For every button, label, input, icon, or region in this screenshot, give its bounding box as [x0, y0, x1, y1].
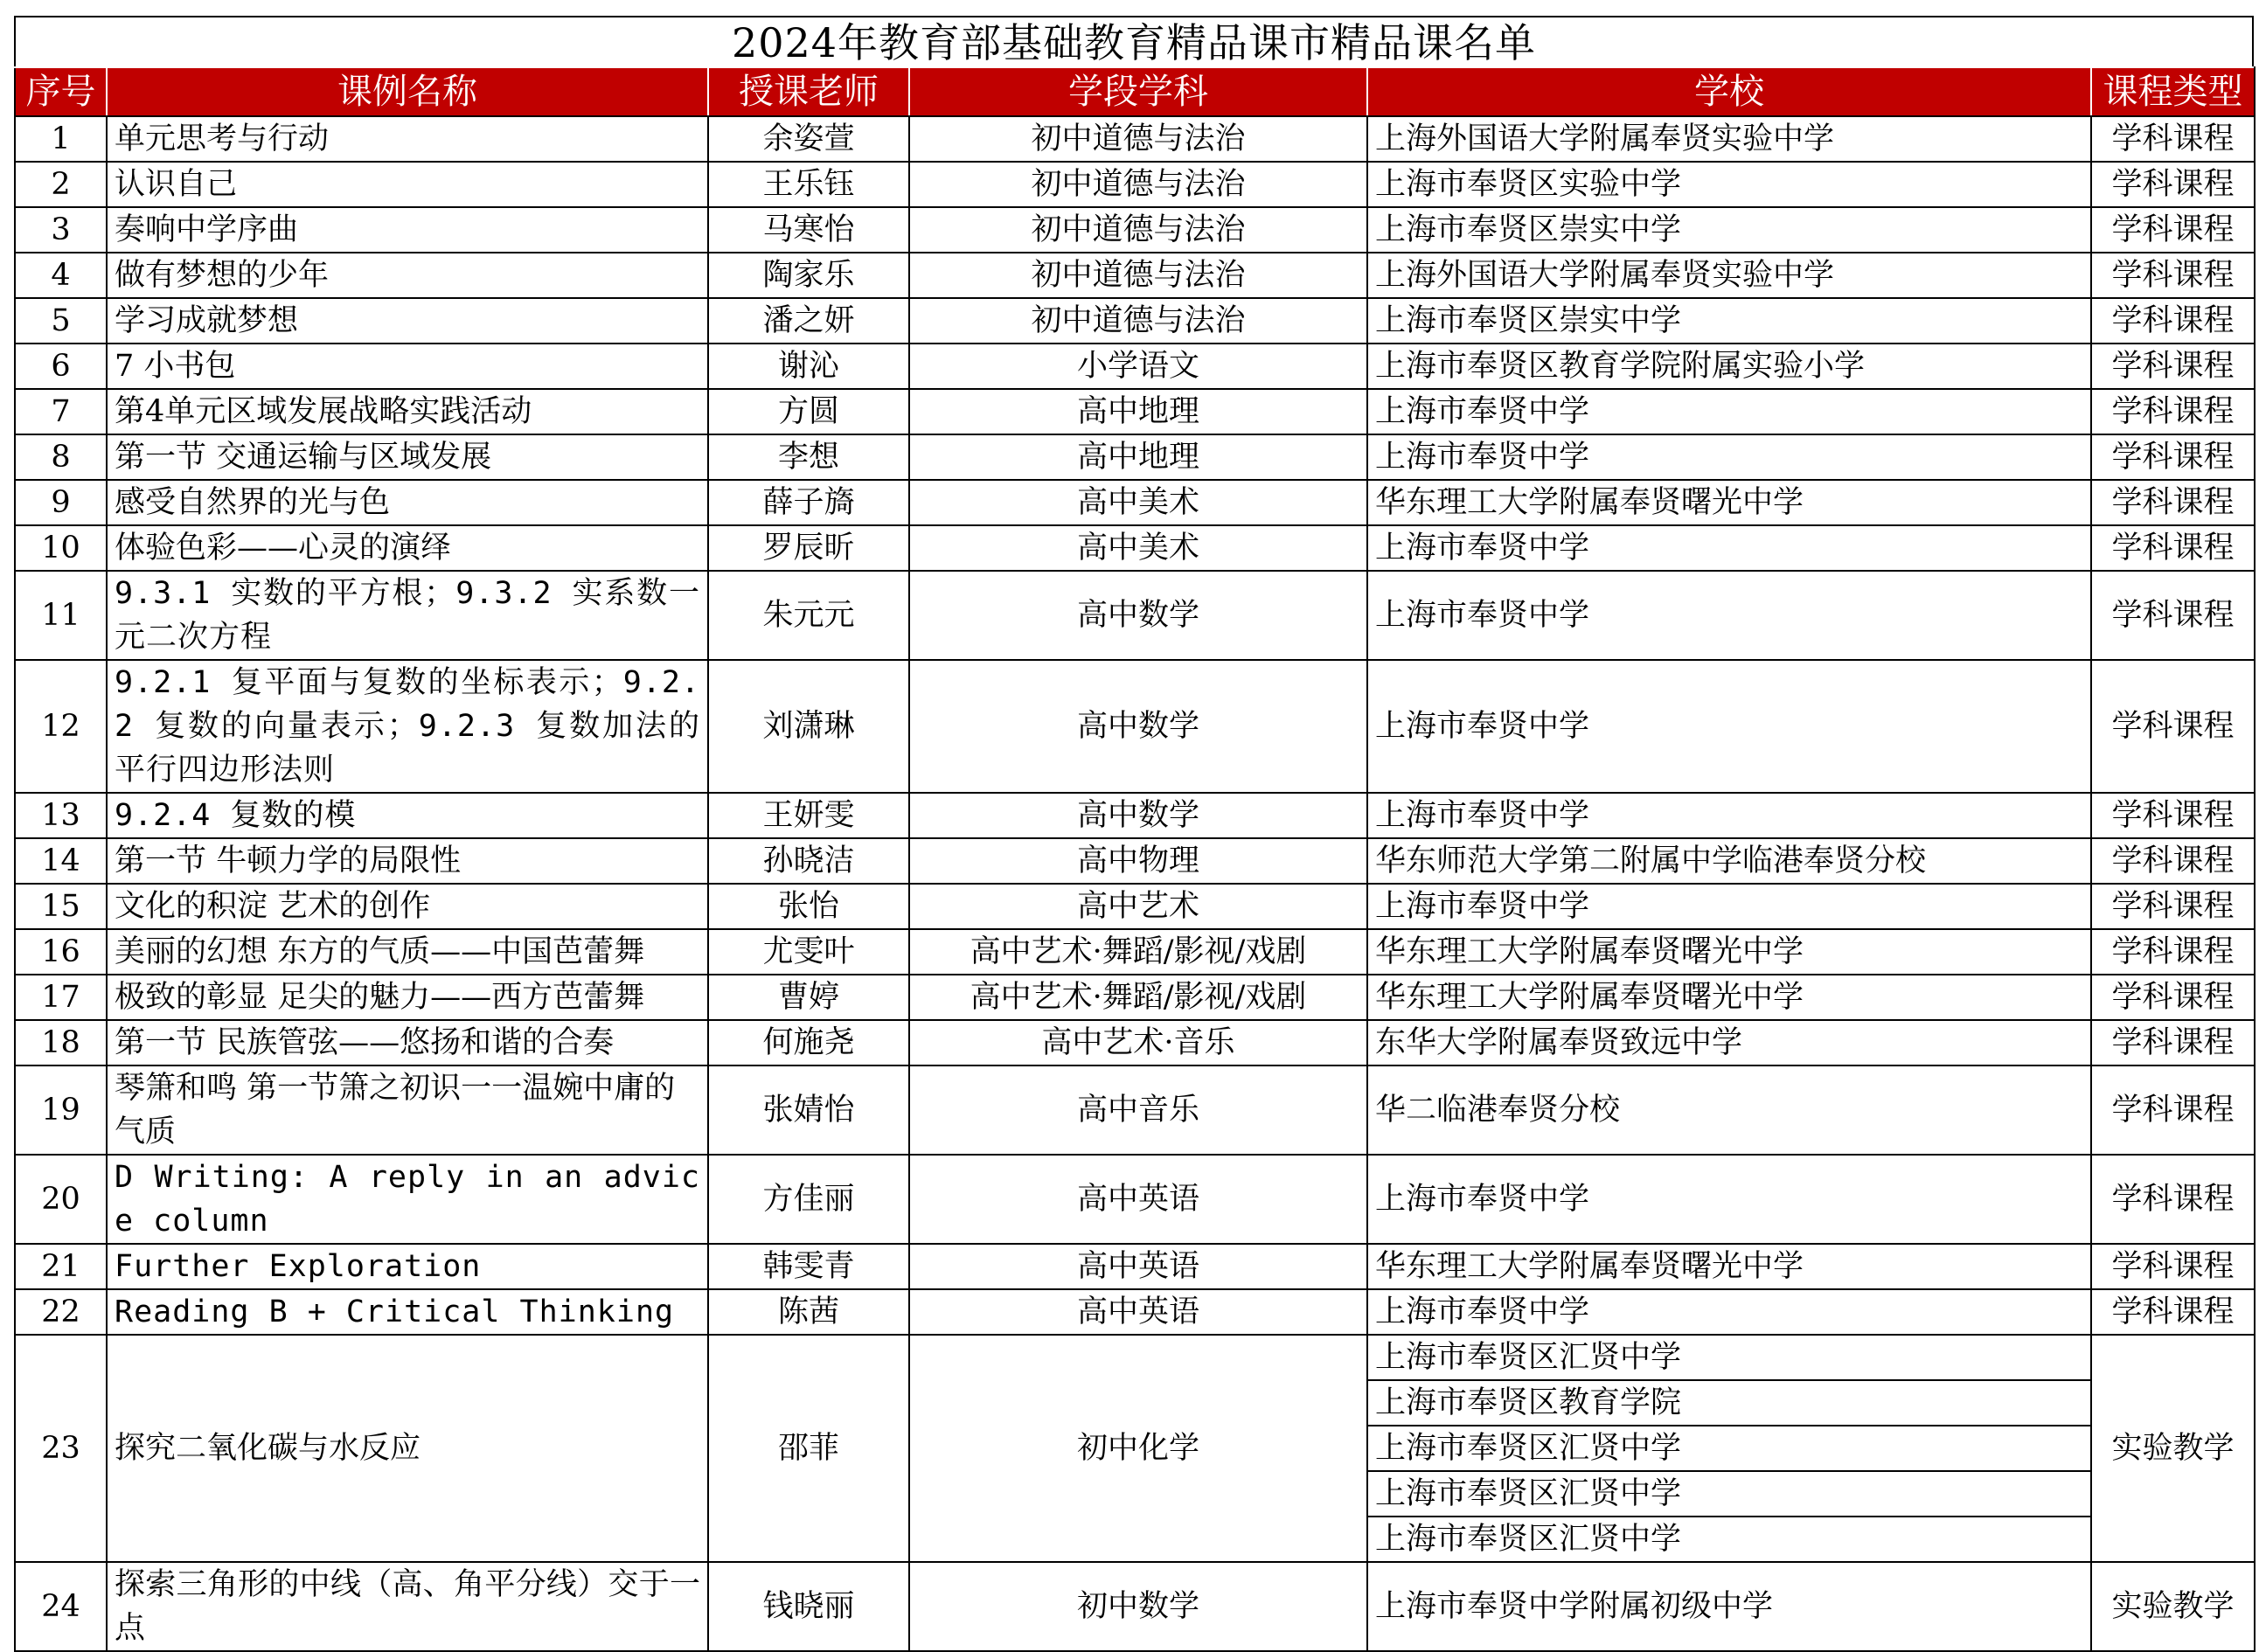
cell-type[interactable]: 学科课程: [2091, 1065, 2255, 1155]
table-row: [15, 1020, 2255, 1065]
table-row: [15, 253, 2255, 298]
cell-no[interactable]: 17: [15, 975, 107, 1020]
cell-school[interactable]: 东华大学附属奉贤致远中学: [1367, 1020, 2091, 1065]
cell-school[interactable]: 上海市奉贤区汇贤中学: [1367, 1426, 2091, 1471]
cell-lesson[interactable]: 9.2.4 复数的模: [107, 793, 708, 838]
cell-teacher[interactable]: 李想: [708, 434, 909, 480]
cell-type[interactable]: 学科课程: [2091, 207, 2255, 253]
spreadsheet: [14, 16, 2254, 1652]
table-row: [15, 838, 2255, 884]
cell-subject[interactable]: 初中道德与法治: [909, 253, 1367, 298]
cell-subject[interactable]: 高中数学: [909, 571, 1367, 660]
cell-lesson[interactable]: 第一节 民族管弦——悠扬和谐的合奏: [107, 1020, 708, 1065]
cell-teacher[interactable]: 方佳丽: [708, 1155, 909, 1244]
cell-lesson[interactable]: 美丽的幻想 东方的气质——中国芭蕾舞: [107, 929, 708, 975]
header-school[interactable]: 学校: [1367, 67, 2091, 116]
table-row: [15, 389, 2255, 434]
cell-type[interactable]: 实验教学: [2091, 1335, 2255, 1562]
table-row: [15, 480, 2255, 525]
cell-no[interactable]: 16: [15, 929, 107, 975]
cell-school[interactable]: 上海市奉贤区教育学院: [1367, 1380, 2091, 1426]
cell-no[interactable]: 13: [15, 793, 107, 838]
table-row: [15, 434, 2255, 480]
cell-no[interactable]: 6: [15, 344, 107, 389]
cell-teacher[interactable]: 余姿萱: [708, 116, 909, 162]
cell-no[interactable]: 14: [15, 838, 107, 884]
cell-lesson[interactable]: 第一节 交通运输与区域发展: [107, 434, 708, 480]
cell-type[interactable]: 学科课程: [2091, 929, 2255, 975]
cell-teacher[interactable]: 薛子旖: [708, 480, 909, 525]
cell-teacher[interactable]: 潘之妍: [708, 298, 909, 344]
cell-school[interactable]: 华二临港奉贤分校: [1367, 1065, 2091, 1155]
table-row: [15, 1065, 2255, 1155]
cell-subject[interactable]: 高中艺术·音乐: [909, 1020, 1367, 1065]
cell-lesson[interactable]: Further Exploration: [107, 1244, 708, 1289]
cell-school[interactable]: 华东师范大学第二附属中学临港奉贤分校: [1367, 838, 2091, 884]
cell-subject[interactable]: 高中英语: [909, 1289, 1367, 1335]
cell-lesson[interactable]: D Writing: A reply in an advice column: [107, 1155, 708, 1244]
cell-no[interactable]: 3: [15, 207, 107, 253]
cell-school[interactable]: 上海市奉贤区崇实中学: [1367, 207, 2091, 253]
table-row: [15, 298, 2255, 344]
header-type[interactable]: 课程类型: [2091, 67, 2255, 116]
header-row: [15, 67, 2255, 116]
cell-school[interactable]: 华东理工大学附属奉贤曙光中学: [1367, 480, 2091, 525]
cell-teacher[interactable]: 张婧怡: [708, 1065, 909, 1155]
cell-school[interactable]: 上海市奉贤区教育学院附属实验小学: [1367, 344, 2091, 389]
cell-type[interactable]: 学科课程: [2091, 1155, 2255, 1244]
cell-no[interactable]: 23: [15, 1335, 107, 1562]
cell-type[interactable]: 学科课程: [2091, 525, 2255, 571]
cell-teacher[interactable]: 陶家乐: [708, 253, 909, 298]
cell-teacher[interactable]: 王妍雯: [708, 793, 909, 838]
cell-school[interactable]: 上海市奉贤区崇实中学: [1367, 298, 2091, 344]
cell-subject[interactable]: 高中地理: [909, 434, 1367, 480]
cell-school[interactable]: 华东理工大学附属奉贤曙光中学: [1367, 975, 2091, 1020]
table-row: [15, 571, 2255, 660]
cell-lesson[interactable]: 第4单元区域发展战略实践活动: [107, 389, 708, 434]
cell-lesson[interactable]: 认识自己: [107, 162, 708, 207]
cell-type[interactable]: 学科课程: [2091, 434, 2255, 480]
cell-no[interactable]: 9: [15, 480, 107, 525]
cell-subject[interactable]: 高中物理: [909, 838, 1367, 884]
cell-school[interactable]: 上海市奉贤中学: [1367, 389, 2091, 434]
cell-type[interactable]: 学科课程: [2091, 571, 2255, 660]
cell-lesson[interactable]: 文化的积淀 艺术的创作: [107, 884, 708, 929]
table-row: [15, 1335, 2255, 1380]
cell-school[interactable]: 上海市奉贤中学: [1367, 793, 2091, 838]
cell-subject[interactable]: 小学语文: [909, 344, 1367, 389]
cell-no[interactable]: 21: [15, 1244, 107, 1289]
cell-type[interactable]: 学科课程: [2091, 480, 2255, 525]
table-row: [15, 1289, 2255, 1335]
table-row: [15, 793, 2255, 838]
cell-teacher[interactable]: 方圆: [708, 389, 909, 434]
cell-subject[interactable]: 高中音乐: [909, 1065, 1367, 1155]
cell-teacher[interactable]: 张怡: [708, 884, 909, 929]
cell-no[interactable]: 22: [15, 1289, 107, 1335]
cell-school[interactable]: 华东理工大学附属奉贤曙光中学: [1367, 1244, 2091, 1289]
cell-teacher[interactable]: 刘潇琳: [708, 660, 909, 793]
cell-teacher[interactable]: 何施尧: [708, 1020, 909, 1065]
cell-lesson[interactable]: 学习成就梦想: [107, 298, 708, 344]
header-subject[interactable]: 学段学科: [909, 67, 1367, 116]
table-row: [15, 1244, 2255, 1289]
cell-teacher[interactable]: 陈茜: [708, 1289, 909, 1335]
cell-no[interactable]: 1: [15, 116, 107, 162]
cell-subject[interactable]: 初中化学: [909, 1335, 1367, 1562]
cell-lesson[interactable]: 第一节 牛顿力学的局限性: [107, 838, 708, 884]
cell-type[interactable]: 学科课程: [2091, 884, 2255, 929]
cell-subject[interactable]: 高中数学: [909, 660, 1367, 793]
cell-no[interactable]: 7: [15, 389, 107, 434]
cell-subject[interactable]: 初中道德与法治: [909, 298, 1367, 344]
cell-type[interactable]: 学科课程: [2091, 344, 2255, 389]
cell-no[interactable]: 19: [15, 1065, 107, 1155]
cell-lesson[interactable]: 探索三角形的中线（高、角平分线）交于一点: [107, 1562, 708, 1651]
cell-lesson[interactable]: 琴箫和鸣 第一节箫之初识一一温婉中庸的气质: [107, 1065, 708, 1155]
cell-no[interactable]: 4: [15, 253, 107, 298]
cell-no[interactable]: 20: [15, 1155, 107, 1244]
cell-subject[interactable]: 初中道德与法治: [909, 162, 1367, 207]
cell-teacher[interactable]: 孙晓洁: [708, 838, 909, 884]
cell-type[interactable]: 学科课程: [2091, 838, 2255, 884]
cell-type[interactable]: 学科课程: [2091, 660, 2255, 793]
cell-subject[interactable]: 高中地理: [909, 389, 1367, 434]
cell-lesson[interactable]: 感受自然界的光与色: [107, 480, 708, 525]
cell-teacher[interactable]: 韩雯青: [708, 1244, 909, 1289]
cell-no[interactable]: 12: [15, 660, 107, 793]
table-row: [15, 207, 2255, 253]
cell-lesson[interactable]: 9.3.1 实数的平方根；9.3.2 实系数一元二次方程: [107, 571, 708, 660]
cell-school[interactable]: 上海市奉贤区实验中学: [1367, 162, 2091, 207]
cell-subject[interactable]: 初中道德与法治: [909, 116, 1367, 162]
cell-no[interactable]: 10: [15, 525, 107, 571]
cell-type[interactable]: 学科课程: [2091, 1289, 2255, 1335]
table-row: [15, 1155, 2255, 1244]
cell-type[interactable]: 实验教学: [2091, 1562, 2255, 1651]
cell-no[interactable]: 18: [15, 1020, 107, 1065]
cell-lesson[interactable]: 体验色彩——心灵的演绎: [107, 525, 708, 571]
table-row: [15, 344, 2255, 389]
cell-school[interactable]: 上海市奉贤中学: [1367, 884, 2091, 929]
cell-teacher[interactable]: 尤雯叶: [708, 929, 909, 975]
cell-teacher[interactable]: 罗辰昕: [708, 525, 909, 571]
cell-subject[interactable]: 高中美术: [909, 525, 1367, 571]
cell-teacher[interactable]: 马寒怡: [708, 207, 909, 253]
cell-lesson[interactable]: 9.2.1 复平面与复数的坐标表示；9.2.2 复数的向量表示；9.2.3 复数加法的平行四边形法则: [107, 660, 708, 793]
cell-type[interactable]: 学科课程: [2091, 1020, 2255, 1065]
cell-school[interactable]: 上海市奉贤中学: [1367, 525, 2091, 571]
table-row: [15, 116, 2255, 162]
cell-school[interactable]: 上海市奉贤中学: [1367, 571, 2091, 660]
cell-type[interactable]: 学科课程: [2091, 975, 2255, 1020]
cell-lesson[interactable]: 极致的彰显 足尖的魅力——西方芭蕾舞: [107, 975, 708, 1020]
cell-no[interactable]: 5: [15, 298, 107, 344]
cell-school[interactable]: 上海市奉贤中学附属初级中学: [1367, 1562, 2091, 1651]
cell-type[interactable]: 学科课程: [2091, 298, 2255, 344]
table-row: [15, 525, 2255, 571]
cell-school[interactable]: 上海市奉贤区汇贤中学: [1367, 1471, 2091, 1517]
table-row: [15, 162, 2255, 207]
cell-school[interactable]: 华东理工大学附属奉贤曙光中学: [1367, 929, 2091, 975]
cell-type[interactable]: 学科课程: [2091, 389, 2255, 434]
cell-subject[interactable]: 高中英语: [909, 1155, 1367, 1244]
cell-school[interactable]: 上海市奉贤区汇贤中学: [1367, 1335, 2091, 1380]
cell-school[interactable]: 上海市奉贤中学: [1367, 660, 2091, 793]
cell-lesson[interactable]: 探究二氧化碳与水反应: [107, 1335, 708, 1562]
course-table: [14, 66, 2256, 1652]
cell-school[interactable]: 上海外国语大学附属奉贤实验中学: [1367, 253, 2091, 298]
cell-school[interactable]: 上海市奉贤区汇贤中学: [1367, 1517, 2091, 1562]
table-row: [15, 884, 2255, 929]
cell-type[interactable]: 学科课程: [2091, 162, 2255, 207]
header-lesson[interactable]: 课例名称: [107, 67, 708, 116]
cell-teacher[interactable]: 邵菲: [708, 1335, 909, 1562]
cell-no[interactable]: 24: [15, 1562, 107, 1651]
page-title: 2024年教育部基础教育精品课市精品课名单: [14, 16, 2254, 66]
header-no[interactable]: 序号: [15, 67, 107, 116]
cell-type[interactable]: 学科课程: [2091, 1244, 2255, 1289]
cell-subject[interactable]: 高中英语: [909, 1244, 1367, 1289]
cell-no[interactable]: 15: [15, 884, 107, 929]
cell-no[interactable]: 8: [15, 434, 107, 480]
cell-subject[interactable]: 初中数学: [909, 1562, 1367, 1651]
cell-school[interactable]: 上海市奉贤中学: [1367, 1289, 2091, 1335]
cell-lesson[interactable]: 单元思考与行动: [107, 116, 708, 162]
cell-no[interactable]: 2: [15, 162, 107, 207]
cell-subject[interactable]: 高中艺术·舞蹈/影视/戏剧: [909, 929, 1367, 975]
cell-school[interactable]: 上海市奉贤中学: [1367, 434, 2091, 480]
cell-no[interactable]: 11: [15, 571, 107, 660]
cell-subject[interactable]: 高中数学: [909, 793, 1367, 838]
cell-teacher[interactable]: 钱晓丽: [708, 1562, 909, 1651]
cell-subject[interactable]: 高中艺术·舞蹈/影视/戏剧: [909, 975, 1367, 1020]
cell-subject[interactable]: 高中美术: [909, 480, 1367, 525]
cell-teacher[interactable]: 谢沁: [708, 344, 909, 389]
cell-type[interactable]: 学科课程: [2091, 116, 2255, 162]
cell-subject[interactable]: 高中艺术: [909, 884, 1367, 929]
table-row: [15, 660, 2255, 793]
table-row: [15, 929, 2255, 975]
cell-lesson[interactable]: 7 小书包: [107, 344, 708, 389]
cell-subject[interactable]: 初中道德与法治: [909, 207, 1367, 253]
cell-lesson[interactable]: 奏响中学序曲: [107, 207, 708, 253]
table-row: [15, 975, 2255, 1020]
cell-lesson[interactable]: 做有梦想的少年: [107, 253, 708, 298]
cell-type[interactable]: 学科课程: [2091, 253, 2255, 298]
cell-lesson[interactable]: Reading B + Critical Thinking: [107, 1289, 708, 1335]
cell-school[interactable]: 上海外国语大学附属奉贤实验中学: [1367, 116, 2091, 162]
cell-teacher[interactable]: 朱元元: [708, 571, 909, 660]
cell-school[interactable]: 上海市奉贤中学: [1367, 1155, 2091, 1244]
header-teacher[interactable]: 授课老师: [708, 67, 909, 116]
cell-teacher[interactable]: 王乐钰: [708, 162, 909, 207]
cell-type[interactable]: 学科课程: [2091, 793, 2255, 838]
table-row: [15, 1562, 2255, 1651]
cell-teacher[interactable]: 曹婷: [708, 975, 909, 1020]
